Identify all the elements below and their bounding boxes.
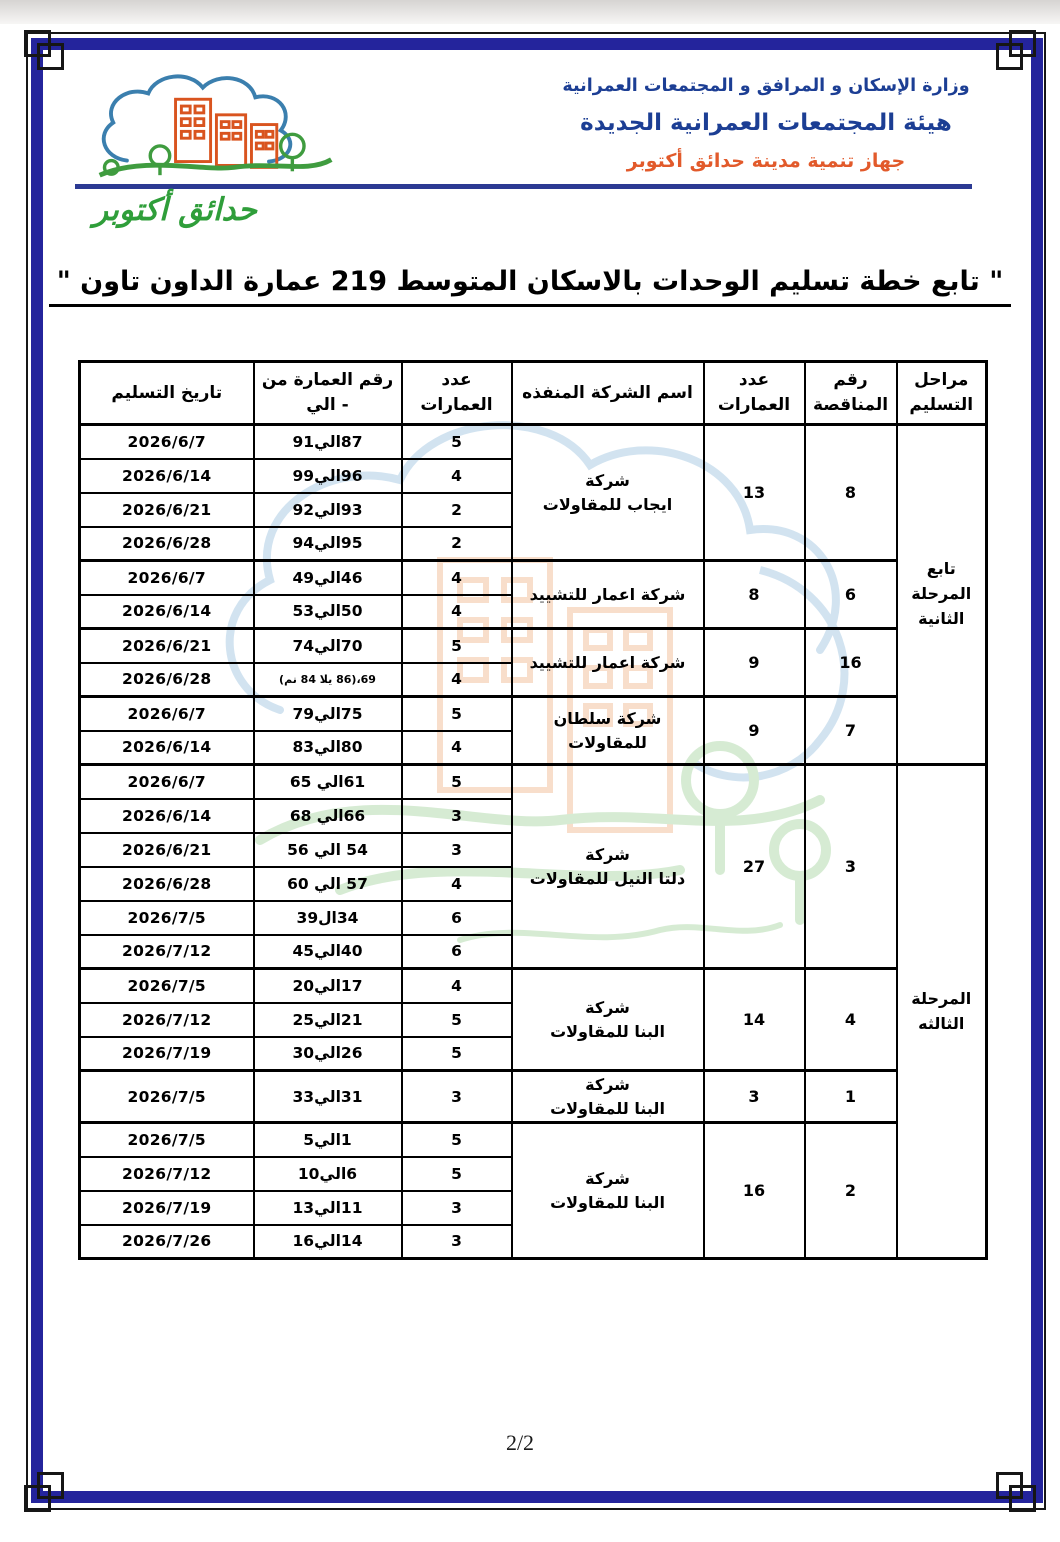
buildings-count-cell: 5 — [402, 697, 512, 731]
building-range-cell: 87الي91 — [254, 425, 402, 459]
delivery-date-cell: 2026/6/14 — [80, 595, 254, 629]
buildings-count-cell: 4 — [402, 663, 512, 697]
company-name-cell — [512, 1123, 704, 1259]
company-name-line: شركة — [585, 997, 630, 1017]
buildings-count-cell: 5 — [402, 1003, 512, 1037]
table-header — [80, 362, 987, 425]
border-corner-ornament — [37, 43, 64, 70]
delivery-date-cell: 2026/7/5 — [80, 901, 254, 935]
building-range-cell: 21الي25 — [254, 1003, 402, 1037]
delivery-date-cell: 2026/7/19 — [80, 1191, 254, 1225]
delivery-date-cell: 2026/6/7 — [80, 765, 254, 799]
delivery-date-cell: 2026/6/28 — [80, 527, 254, 561]
delivery-date-cell: 2026/6/7 — [80, 561, 254, 595]
buildings-count-cell: 5 — [402, 1123, 512, 1157]
buildings-count-cell: 4 — [402, 459, 512, 493]
building-range-cell: 14الي16 — [254, 1225, 402, 1259]
company-name-line: شركة سلطان — [553, 708, 662, 728]
delivery-date-cell: 2026/6/7 — [80, 697, 254, 731]
company-name-line: شركة اعمار للتشييد — [529, 584, 686, 604]
buildings-count-cell: 3 — [402, 833, 512, 867]
company-name-cell — [512, 765, 704, 969]
company-name-cell — [512, 697, 704, 765]
building-range-cell: 75الي79 — [254, 697, 402, 731]
buildings-count-cell: 3 — [402, 1191, 512, 1225]
company-name-line: البنا للمقاولات — [550, 1021, 665, 1041]
delivery-date-cell: 2026/6/21 — [80, 493, 254, 527]
company-name-line: شركة — [585, 1074, 630, 1094]
company-name-cell — [512, 629, 704, 697]
buildings-count-cell: 3 — [402, 1071, 512, 1123]
delivery-date-cell: 2026/6/14 — [80, 731, 254, 765]
company-name-line: البنا للمقاولات — [550, 1192, 665, 1212]
buildings-count-cell: 5 — [402, 425, 512, 459]
buildings-count-cell: 4 — [402, 969, 512, 1003]
building-range-cell: 31الي33 — [254, 1071, 402, 1123]
company-name-line: البنا للمقاولات — [550, 1098, 665, 1118]
stage-cell: تابع المرحلة الثانية — [897, 425, 987, 765]
group-buildings-count-cell: 9 — [704, 697, 805, 765]
company-name-cell — [512, 425, 704, 561]
company-name-cell — [512, 969, 704, 1071]
building-range-cell: 26الي30 — [254, 1037, 402, 1071]
group-buildings-count-cell: 3 — [704, 1071, 805, 1123]
tender-number-cell: 6 — [805, 561, 897, 629]
buildings-count-cell: 5 — [402, 629, 512, 663]
agency-title: جهاز تنمية مدينة حدائق أكتوبر — [626, 150, 906, 172]
buildings-count-cell: 5 — [402, 1037, 512, 1071]
col-header-tender_no: رقم المناقصة — [805, 362, 897, 425]
building-range-cell: 96الي99 — [254, 459, 402, 493]
delivery-date-cell: 2026/7/12 — [80, 935, 254, 969]
building-range-cell: 40الي45 — [254, 935, 402, 969]
delivery-date-cell: 2026/7/5 — [80, 1123, 254, 1157]
buildings-count-cell: 3 — [402, 799, 512, 833]
delivery-date-cell: 2026/6/7 — [80, 425, 254, 459]
delivery-date-cell: 2026/6/28 — [80, 663, 254, 697]
header-divider-line — [75, 184, 972, 189]
hadayek-october-logo-icon — [86, 66, 378, 188]
border-corner-ornament — [996, 43, 1023, 70]
company-name-cell — [512, 561, 704, 629]
company-name-line: للمقاولات — [568, 732, 647, 752]
company-name-line: شركة — [585, 470, 630, 490]
delivery-date-cell: 2026/6/14 — [80, 799, 254, 833]
col-header-buildings_count: عدد العمارات — [402, 362, 512, 425]
tender-number-cell: 3 — [805, 765, 897, 969]
ministry-title: وزارة الإسكان و المرافق و المجتمعات العمرانية — [562, 76, 970, 96]
document-title: " تابع خطة تسليم الوحدات بالاسكان المتوسط 219 عمارة الداون تاون " — [49, 266, 1012, 307]
buildings-count-cell: 2 — [402, 493, 512, 527]
building-range-cell: 46الي49 — [254, 561, 402, 595]
building-range-cell: 34ال39 — [254, 901, 402, 935]
company-name-line: شركة اعمار للتشييد — [529, 652, 686, 672]
company-name-cell — [512, 1071, 704, 1123]
tender-number-cell: 2 — [805, 1123, 897, 1259]
buildings-count-cell: 4 — [402, 595, 512, 629]
tender-number-cell: 4 — [805, 969, 897, 1071]
tender-number-cell: 7 — [805, 697, 897, 765]
delivery-date-cell: 2026/6/21 — [80, 629, 254, 663]
company-name-line: ايجاب للمقاولات — [542, 494, 673, 514]
border-corner-ornament — [996, 1472, 1023, 1499]
col-header-company: اسم الشركة المنفذه — [512, 362, 704, 425]
delivery-schedule-table — [78, 360, 988, 1260]
tender-number-cell: 16 — [805, 629, 897, 697]
group-buildings-count-cell: 13 — [704, 425, 805, 561]
logo-wordmark: حدائق أكتوبر — [93, 192, 257, 228]
buildings-count-cell: 4 — [402, 731, 512, 765]
table-body — [80, 425, 987, 1259]
tender-number-cell: 8 — [805, 425, 897, 561]
building-range-cell: 95الي94 — [254, 527, 402, 561]
delivery-date-cell: 2026/6/28 — [80, 867, 254, 901]
buildings-count-cell: 6 — [402, 901, 512, 935]
col-header-delivery_date: تاريخ التسليم — [80, 362, 254, 425]
col-header-group_buildings_count: عدد العمارات — [704, 362, 805, 425]
stage-cell: المرحلة الثالثه — [897, 765, 987, 1259]
authority-title: هيئة المجتمعات العمرانية الجديدة — [580, 110, 952, 136]
scan-artifact-band — [0, 0, 1060, 24]
delivery-date-cell: 2026/7/19 — [80, 1037, 254, 1071]
group-buildings-count-cell: 14 — [704, 969, 805, 1071]
building-range-cell: 50الي53 — [254, 595, 402, 629]
tender-number-cell: 1 — [805, 1071, 897, 1123]
delivery-date-cell: 2026/7/26 — [80, 1225, 254, 1259]
building-range-cell: 93الي92 — [254, 493, 402, 527]
delivery-date-cell: 2026/6/14 — [80, 459, 254, 493]
company-name-line: شركة — [585, 844, 630, 864]
building-range-cell: 17الي20 — [254, 969, 402, 1003]
col-header-building_range: رقم العمارة من - الي — [254, 362, 402, 425]
buildings-count-cell: 5 — [402, 1157, 512, 1191]
page-number: 2/2 — [505, 1430, 535, 1455]
delivery-date-cell: 2026/7/5 — [80, 969, 254, 1003]
company-name-line: شركة — [585, 1168, 630, 1188]
group-buildings-count-cell: 8 — [704, 561, 805, 629]
group-buildings-count-cell: 9 — [704, 629, 805, 697]
building-range-cell: 11الي13 — [254, 1191, 402, 1225]
group-buildings-count-cell: 16 — [704, 1123, 805, 1259]
company-name-line: دلتا النيل للمقاولات — [529, 868, 686, 888]
buildings-count-cell: 4 — [402, 867, 512, 901]
buildings-count-cell: 5 — [402, 765, 512, 799]
buildings-count-cell: 3 — [402, 1225, 512, 1259]
building-range-cell: 69،(‭من 84 الي 86‬) — [254, 663, 402, 697]
building-range-cell: 1الي5 — [254, 1123, 402, 1157]
building-range-cell: 6الي10 — [254, 1157, 402, 1191]
delivery-date-cell: 2026/7/12 — [80, 1157, 254, 1191]
col-header-stage: مراحل التسليم — [897, 362, 987, 425]
building-range-cell: 66الي 68 — [254, 799, 402, 833]
building-range-cell: 61الي 65 — [254, 765, 402, 799]
building-range-cell: 54 الي 56 — [254, 833, 402, 867]
building-range-cell: 80الي83 — [254, 731, 402, 765]
group-buildings-count-cell: 27 — [704, 765, 805, 969]
building-range-cell: 70الي74 — [254, 629, 402, 663]
delivery-date-cell: 2026/7/12 — [80, 1003, 254, 1037]
border-corner-ornament — [37, 1472, 64, 1499]
buildings-count-cell: 2 — [402, 527, 512, 561]
buildings-count-cell: 6 — [402, 935, 512, 969]
building-range-cell: 57 الي 60 — [254, 867, 402, 901]
buildings-count-cell: 4 — [402, 561, 512, 595]
delivery-date-cell: 2026/7/5 — [80, 1071, 254, 1123]
delivery-date-cell: 2026/6/21 — [80, 833, 254, 867]
